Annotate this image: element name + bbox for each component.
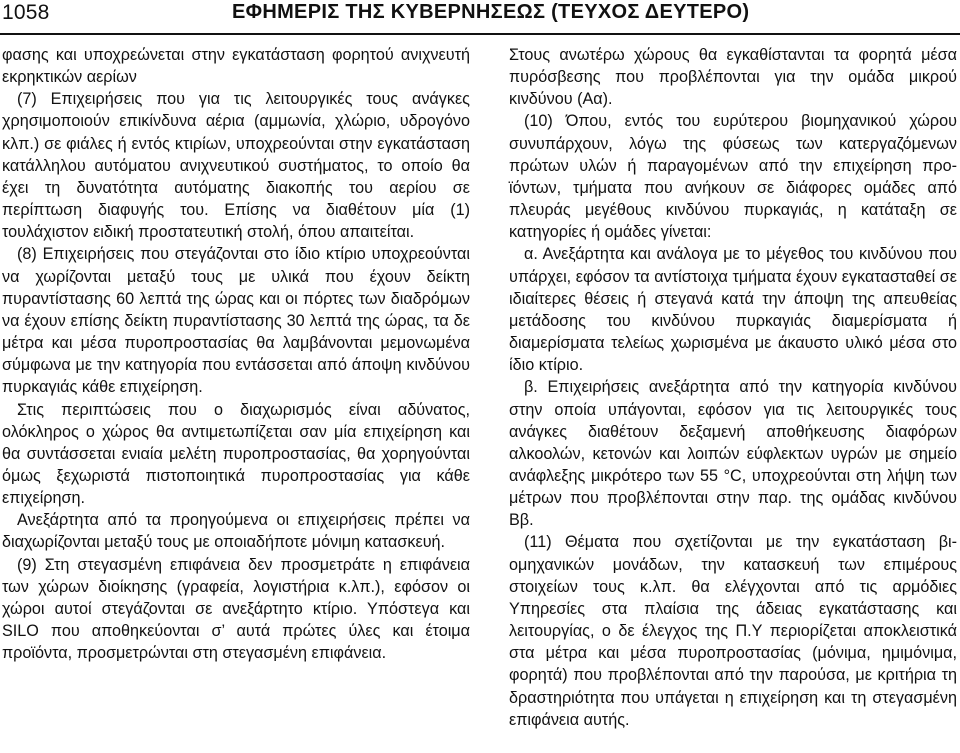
left-column xyxy=(2,44,470,664)
page-number: 1058 xyxy=(2,1,50,24)
paragraph: (11) Θέματα που σχετίζονται με την εγκατάσταση βιομηχανικών μονάδων, την κατασκευή των επιμέρους στοιχείων τους κ.λπ. θα ελέγχονται από τις αρμόδιες Υπηρεσίες στα πλαίσια της άδειας εγκατάστασης και λειτουργίας, ο δε έλεγχος της Π.Υ περιορίζεται αποκλειστικά στα μέτρα και μέσα πυροπροστασίας (μόνιμα, ημιμόνιμα, φορητά) που προβλέπονται από την παρούσα, με κριτήρια τη δραστηριότητα που υπάγεται η επιχείρηση και τη στεγασμένη επιφάνεια αυτής. xyxy=(509,533,957,729)
paragraph: β. Επιχειρήσεις ανεξάρτητα από την κατηγορία κινδύνου στην οποία υπάγονται, εφόσον για τις λειτουργικές τους ανάγκες διαθέτουν δεξαμενή αποθήκευσης διαφόρων αλκοολών, κετονών και λοιπών εύφλεκτων υγρών με σημείο ανάφλεξης μικρότερο των 55 °C, υποχρεούνται στη λήψη των μέτρων που προβλέπονται στην παρ. της ομάδας κινδύνου Ββ. xyxy=(509,378,957,530)
paragraph: (10) Όπου, εντός του ευρύτερου βιομηχανικού χώρου συνυπάρχουν, λόγω της φύσεως των κατεργαζόμενων πρώτων υλών ή παραγομένων από την επιχείρηση προϊόντων, τμήματα που ανήκουν σε διάφορες ομάδες από πλευράς μεγέθους κινδύνου πυρκαγιάς, η κατάταξη σε κατηγορίες ή ομάδες γίνεται: xyxy=(509,112,957,242)
journal-title: ΕΦΗΜΕΡΙΣ ΤΗΣ ΚΥΒΕΡΝΗΣΕΩΣ (ΤΕΥΧΟΣ ΔΕΥΤΕΡΟ) xyxy=(232,1,750,23)
paragraph: Στις περιπτώσεις που ο διαχωρισμός είναι αδύνατος, ολόκληρος ο χώρος θα αντιμετωπίζεται σαν μία επιχείρηση και θα συντάσσεται ενιαία μελέτη πυροπροστασίας, θα χορηγούνται όμως ξεχωριστά πιστοποιητικά πυροπροστασίας για κάθε επιχείρηση. xyxy=(2,400,470,508)
paragraph: (8) Επιχειρήσεις που στεγάζονται στο ίδιο κτίριο υποχρεούνται να χωρίζονται μεταξύ τους με υλικά που έχουν δείκτη πυραντίστασης 60 λεπτά της ώρας και οι πόρτες των διαδρόμων να έχουν επίσης δείκτη πυραντίστασης 30 λεπτά της ώρας, τα δε μέτρα και μέσα πυροπροστασίας θα λαμβάνονται μεμονωμένα σύμφωνα με την κατηγορία που εντάσσεται από άποψη κινδύνου πυρκαγιάς κάθε επιχείρηση. xyxy=(2,245,470,397)
page-header xyxy=(0,0,960,34)
paragraph: (7) Επιχειρήσεις που για τις λειτουργικές τους ανάγκες χρησιμοποιούν επικίνδυνα αέρια (αμμωνία, χλώριο, υδρογόνο κλπ.) σε φιάλες ή εντός κτιρίων, υποχρεούνται στην εγκατάσταση κατάλληλου αυτόματου ανιχνευτικού συστήματος, το οποίο θα έχει τη δυνατότητα αυτόματης διακοπής του αερίου σε περίπτωση διαφυγής του. Επίσης να διαθέτουν μία (1) τουλάχιστον ειδική προστατευτική στολή, όπου απαιτείται. xyxy=(2,90,470,242)
right-column xyxy=(509,44,957,731)
paragraph: Στους ανωτέρω χώρους θα εγκαθίστανται τα φορητά μέσα πυρόσβεσης που προβλέπονται για την ομάδα μικρού κινδύνου (Αα). xyxy=(509,46,957,109)
paragraph: (9) Στη στεγασμένη επιφάνεια δεν προσμετράτε η επιφάνεια των χώρων διοίκησης (γραφεία, λογιστήρια κ.λπ.), εφόσον οι χώροι αυτοί στεγάζονται σε ανεξάρτητο κτίριο. Υπόστεγα και SILO που αποθηκεύονται σ’ αυτά πρώτες ύλες και έτοιμα προϊόντα, προσμετρώνται στη στεγασμένη επιφάνεια. xyxy=(2,555,470,663)
paragraph: α. Ανεξάρτητα και ανάλογα με το μέγεθος του κινδύνου που υπάρχει, εφόσον τα αντίστοιχα τμήματα έχουν εγκατασταθεί σε ιδιαίτερες θέσεις ή στεγανά κατά την άποψη της απευθείας μετάδοσης του κινδύνου πυρκαγιάς διαμερίσματα ή διαμερίσματα τελείως χωρισμένα με άκαυστο υλικό μέσα στο ίδιο κτίριο. xyxy=(509,245,957,375)
paragraph: Ανεξάρτητα από τα προηγούμενα οι επιχειρήσεις πρέπει να διαχωρίζονται μεταξύ τους με οποιαδήποτε μόνιμη κατασκευή. xyxy=(2,511,470,552)
header-rule xyxy=(0,33,960,35)
paragraph: φασης και υποχρεώνεται στην εγκατάσταση φορητού ανιχνευτή εκρηκτικών αερίων xyxy=(2,46,470,87)
